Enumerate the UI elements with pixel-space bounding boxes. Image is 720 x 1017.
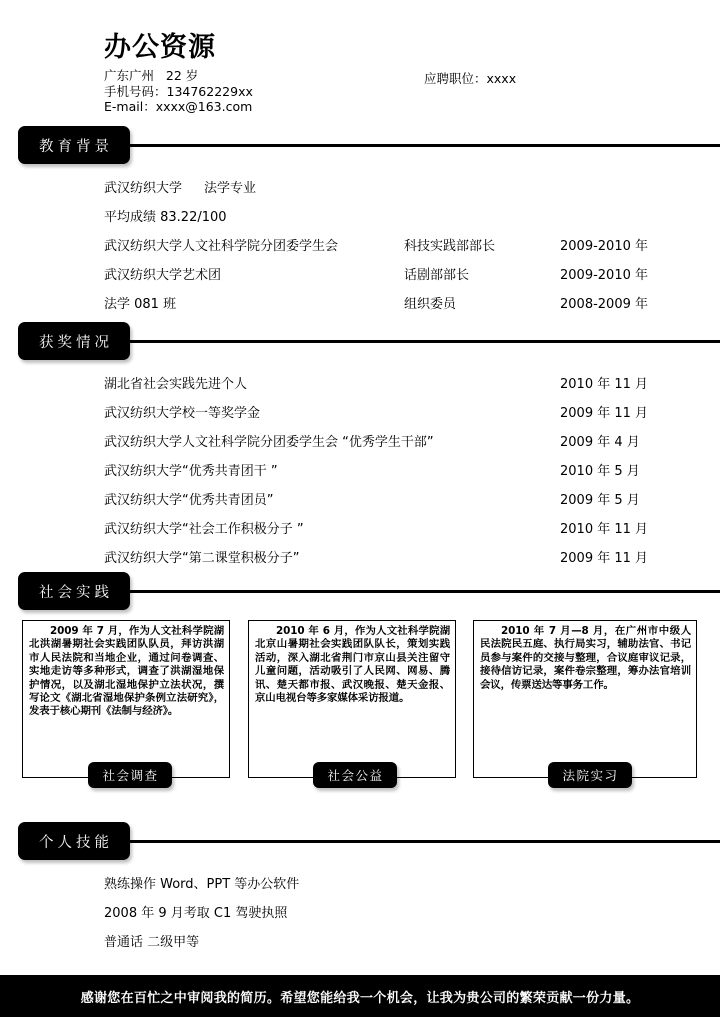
footer-message: 感谢您在百忙之中审阅我的简历。希望您能给我一个机会，让我为贵公司的繁荣贡献一份力量。 (80, 990, 640, 1006)
practice-box-label: 法院实习 (548, 762, 632, 788)
award-title: 武汉纺织大学“社会工作积极分子 ” (104, 522, 304, 537)
award-title: 武汉纺织大学“第二课堂积极分子” (104, 551, 300, 566)
award-date: 2010 年 5 月 (560, 464, 640, 479)
candidate-name: 办公资源 (104, 32, 216, 63)
table-row (0, 457, 720, 486)
section-header-practice (0, 572, 720, 616)
education-role: 科技实践部部长 (404, 239, 496, 254)
phone-number: 手机号码：134762229xx (104, 83, 253, 99)
section-rule-practice (120, 590, 720, 593)
practice-boxes (0, 620, 720, 788)
skill-text: 2008 年 9 月考取 C1 驾驶执照 (104, 906, 288, 921)
table-row (0, 399, 720, 428)
education-role: 组织委员 (404, 297, 457, 312)
education-school: 武汉纺织大学 (104, 181, 183, 196)
education-org: 武汉纺织大学人文社科学院分团委学生会 (104, 239, 339, 254)
practice-box-text: 2010 年 6 月，作为人文社科学院湖北京山暑期社会实践团队队长，策划实践活动，深入湖北省荆门市京山县关注留守儿童问题，活动吸引了人民网、网易、腾讯、楚天都市报、武汉晚报、楚天金报、京山电视台等多家媒体采访报道。 (255, 625, 450, 705)
award-title: 武汉纺织大学“优秀共青团干 ” (104, 464, 278, 479)
award-date: 2009 年 11 月 (560, 406, 649, 421)
skills-rows (0, 870, 720, 957)
table-row (0, 515, 720, 544)
section-header-awards (0, 322, 720, 366)
award-date: 2009 年 5 月 (560, 493, 640, 508)
resume-footer (0, 975, 720, 1017)
education-period: 2009-2010 年 (560, 268, 648, 283)
award-date: 2010 年 11 月 (560, 377, 649, 392)
table-row (0, 261, 720, 290)
practice-box-text: 2009 年 7 月，作为人文社科学院湖北洪湖暑期社会实践团队队员，拜访洪湖市人民法院和当地企业，通过问卷调查、实地走访等多种形式，调查了洪湖湿地保护情况，以及湖北湿地保护立法状况，撰写论文《湖北省湿地保护条例立法研究》，发表于核心期刊《法制与经济》。 (29, 625, 224, 718)
section-header-education (0, 126, 720, 170)
list-item (0, 870, 720, 899)
education-org: 法学 081 班 (104, 297, 177, 312)
table-row (0, 428, 720, 457)
awards-rows (0, 370, 720, 573)
applied-position: 应聘职位：xxxx (424, 71, 517, 86)
practice-box-label: 社会调查 (88, 762, 172, 788)
award-date: 2009 年 11 月 (560, 551, 649, 566)
skill-text: 普通话 二级甲等 (104, 935, 200, 950)
education-gpa: 平均成绩 83.22/100 (104, 210, 227, 225)
practice-box (473, 620, 697, 778)
skill-text: 熟练操作 Word、PPT 等办公软件 (104, 877, 300, 892)
education-rows (0, 174, 720, 319)
education-role: 话剧部部长 (404, 268, 470, 283)
award-date: 2009 年 4 月 (560, 435, 640, 450)
practice-box (22, 620, 230, 778)
award-title: 武汉纺织大学校一等奖学金 (104, 406, 261, 421)
list-item (0, 928, 720, 957)
table-row (0, 544, 720, 573)
education-period: 2009-2010 年 (560, 239, 648, 254)
section-rule-awards (120, 340, 720, 343)
education-period: 2008-2009 年 (560, 297, 648, 312)
award-title: 武汉纺织大学人文社科学院分团委学生会 “优秀学生干部” (104, 435, 434, 450)
table-row (0, 486, 720, 515)
section-badge-education: 教育背景 (18, 126, 130, 164)
table-row (0, 232, 720, 261)
award-title: 武汉纺织大学“优秀共青团员” (104, 493, 274, 508)
practice-box (248, 620, 456, 778)
award-date: 2010 年 11 月 (560, 522, 649, 537)
email-address: E-mail：xxxx@163.com (104, 99, 253, 114)
education-org: 武汉纺织大学艺术团 (104, 268, 222, 283)
section-rule-skills (120, 840, 720, 843)
contact-block (104, 68, 253, 115)
table-row (0, 370, 720, 399)
section-badge-practice: 社会实践 (18, 572, 130, 610)
education-major: 法学专业 (204, 181, 257, 196)
practice-box-text: 2010 年 7 月—8 月，在广州市中级人民法院民五庭、执行局实习，辅助法官、书记员参与案件的交接与整理，合议庭审议记录，接待信访记录，案件卷宗整理，筹办法官培训会议，传票送达等事务工作。 (480, 625, 691, 691)
list-item (0, 899, 720, 928)
award-title: 湖北省社会实践先进个人 (104, 377, 248, 392)
section-badge-skills: 个人技能 (18, 822, 130, 860)
section-rule-education (120, 144, 720, 147)
table-row (0, 174, 720, 203)
table-row (0, 203, 720, 232)
resume-header (0, 0, 720, 122)
practice-box-label: 社会公益 (313, 762, 397, 788)
location-age: 广东广州 22 岁 (104, 68, 199, 83)
section-badge-awards: 获奖情况 (18, 322, 130, 360)
section-header-skills (0, 822, 720, 866)
table-row (0, 290, 720, 319)
